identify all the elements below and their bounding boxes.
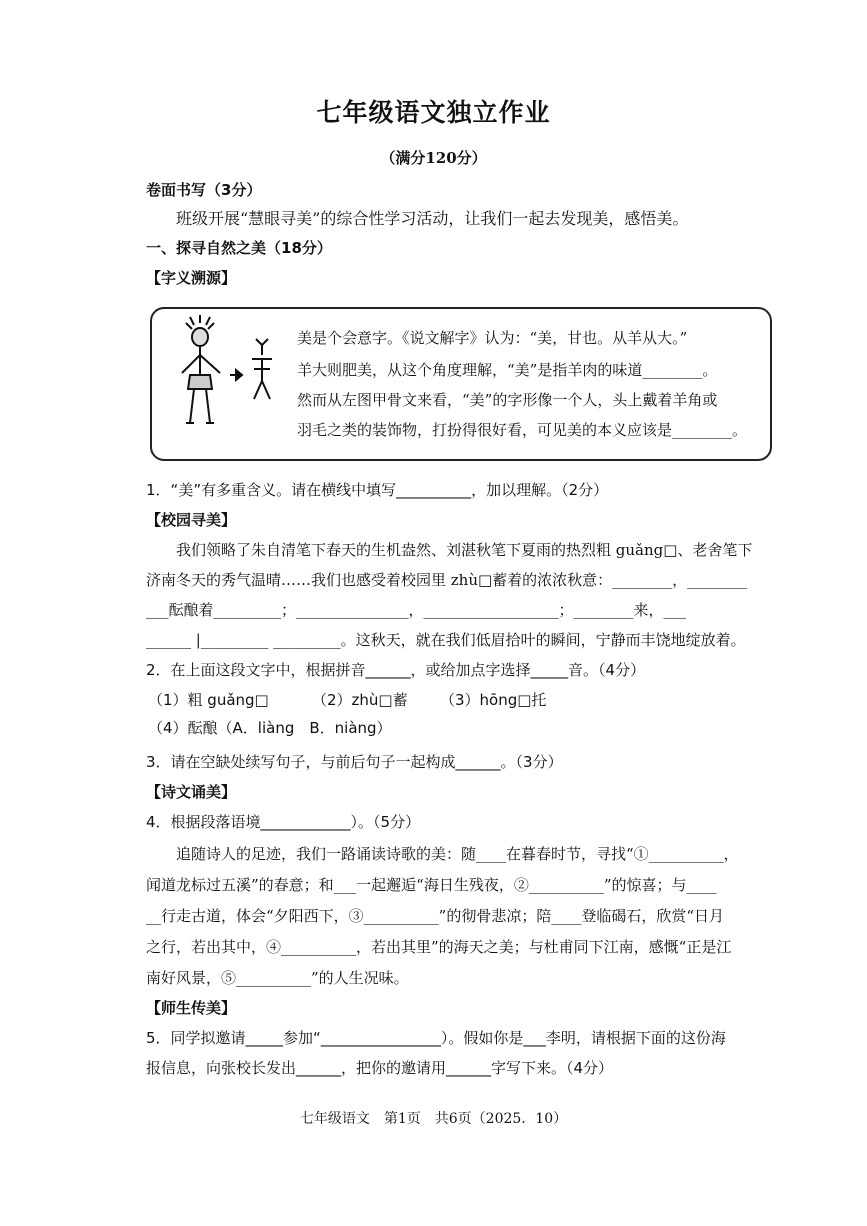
passage-line: ___酝酿着_________；_______________，__________________；________来，___ bbox=[146, 601, 687, 619]
full-score: （满分120分） bbox=[380, 149, 487, 167]
option: （4）酝酿（A．liàng B．niàng） bbox=[148, 719, 392, 737]
passage-line: ______ |_________ _________。这秋天，就在我们低眉拾叶的瞬间，宁静而丰饶地绽放着。 bbox=[146, 631, 746, 649]
question-4: 4．根据段落语境____________）。（5分） bbox=[146, 813, 421, 831]
word-origin-box bbox=[150, 307, 772, 461]
section-heading: 一、探寻自然之美（18分） bbox=[146, 239, 332, 257]
option: （1）粗 guǎng□ bbox=[148, 691, 269, 709]
question-3: 3．请在空缺处续写句子，与前后句子一起构成______。（3分） bbox=[146, 753, 563, 771]
box-line: 羊大则肥美，从这个角度理解，“美”是指羊肉的味道________。 bbox=[297, 361, 718, 379]
subsection-heading: 【校园寻美】 bbox=[146, 511, 237, 529]
question-1: 1．“美”有多重含义。请在横线中填写__________，加以理解。（2分） bbox=[146, 481, 609, 499]
subsection-heading: 【师生传美】 bbox=[146, 999, 237, 1017]
box-line: 羽毛之类的装饰物，打扮得很好看，可见美的本义应该是________。 bbox=[297, 421, 748, 439]
page-title: 七年级语文独立作业 bbox=[316, 98, 551, 127]
passage-line: 济南冬天的秀气温晴……我们也感受着校园里 zhù□蓄着的浓浓秋意：________，________ bbox=[146, 571, 748, 589]
box-line: 美是个会意字。《说文解字》认为：“美，甘也。从羊从大。” bbox=[297, 329, 688, 347]
subsection-heading: 【诗文诵美】 bbox=[146, 783, 237, 801]
page-footer: 七年级语文 第1页 共6页（2025．10） bbox=[299, 1111, 568, 1127]
question-5: 报信息，向张校长发出______，把你的邀请用______字写下来。（4分） bbox=[146, 1059, 614, 1077]
box-line: 然而从左图甲骨文来看，“美”的字形像一个人，头上戴着羊角或 bbox=[297, 391, 718, 409]
passage-line: 南好风景，⑤__________”的人生况味。 bbox=[146, 969, 409, 987]
option: （3）hōng□托 bbox=[440, 691, 547, 709]
passage-line: 之行，若出其中，④__________，若出其里”的海天之美；与杜甫同下江南，感慨“正是江 bbox=[146, 938, 732, 956]
handwriting-score: 卷面书写（3分） bbox=[146, 181, 262, 199]
oracle-bone-figure-image bbox=[164, 315, 304, 445]
question-2: 2．在上面这段文字中，根据拼音______，或给加点字选择_____音。（4分） bbox=[146, 661, 646, 679]
option: （2）zhù□蓄 bbox=[312, 691, 408, 709]
passage-line: __行走古道，体会“夕阳西下，③__________”的彻骨悲凉；陪____登临碣石，欣赏“日月 bbox=[146, 907, 725, 925]
question-5: 5．同学拟邀请_____参加“________________）。假如你是___李明，请根据下面的这份海 bbox=[146, 1029, 726, 1047]
passage-line: 我们领略了朱自清笔下春天的生机盎然、刘湛秋笔下夏雨的热烈粗 guǎng□、老舍笔下 bbox=[176, 541, 753, 559]
passage-line: 追随诗人的足迹，我们一路诵读诗歌的美：随____在暮春时节，寻找“①__________， bbox=[176, 845, 739, 863]
subsection-heading: 【字义溯源】 bbox=[146, 269, 237, 287]
passage-line: 闻道龙标过五溪”的春意；和___一起邂逅“海日生残夜，②__________”的惊喜；与____ bbox=[146, 876, 717, 894]
intro-paragraph: 班级开展“慧眼寻美”的综合性学习活动，让我们一起去发现美，感悟美。 bbox=[176, 209, 689, 228]
